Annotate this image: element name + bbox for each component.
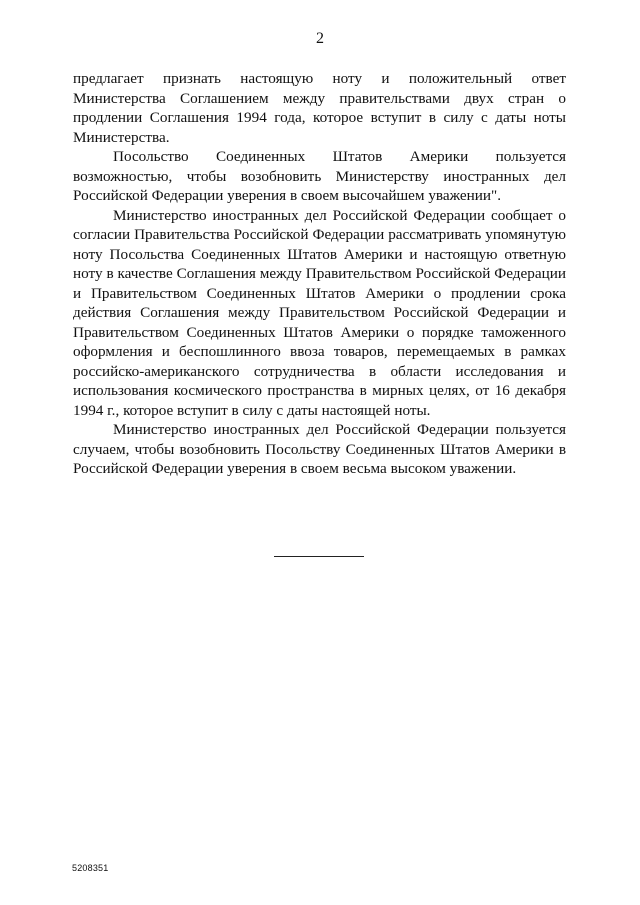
paragraph-ministry-courtesy: Министерство иностранных дел Российской Федерации пользуется случаем, чтобы возобновить Посольству Соединенных Штатов Америки в Российской Федерации уверения в своем весьма высоком уважении.	[73, 421, 566, 477]
page-number: 2	[316, 30, 324, 47]
paragraph-continuation: предлагает признать настоящую ноту и положительный ответ Министерства Соглашением между правительствами двух стран о продлении Соглашения 1994 года, которое вступит в силу с даты ноты Министерства.	[73, 70, 566, 146]
paragraph-embassy-courtesy: Посольство Соединенных Штатов Америки пользуется возможностью, чтобы возобновить Министерству иностранных дел Российской Федерации уверения в своем высочайшем уважении".	[73, 148, 566, 204]
paragraph-ministry-consent: Министерство иностранных дел Российской Федерации сообщает о согласии Правительства Российской Федерации рассматривать упомянутую ноту Посольства Соединенных Штатов Америки и настоящую ответную ноту в качестве Соглашения между Правительством Российской Федерации и Правительством Соединенных Штатов Америки о продлении срока действия Соглашения между Правительством Российской Федерации и Правительством Соединенных Штатов Америки о порядке таможенного оформления и беспошлинного ввоза товаров, перемещаемых в рамках российско-американского сотрудничества в области исследования и использования космического пространства в мирных целях, от 16 декабря 1994 г., которое вступит в силу с даты настоящей ноты.	[73, 206, 566, 419]
document-body	[73, 69, 566, 479]
end-separator-line	[274, 556, 364, 557]
document-code: 5208351	[72, 863, 109, 873]
